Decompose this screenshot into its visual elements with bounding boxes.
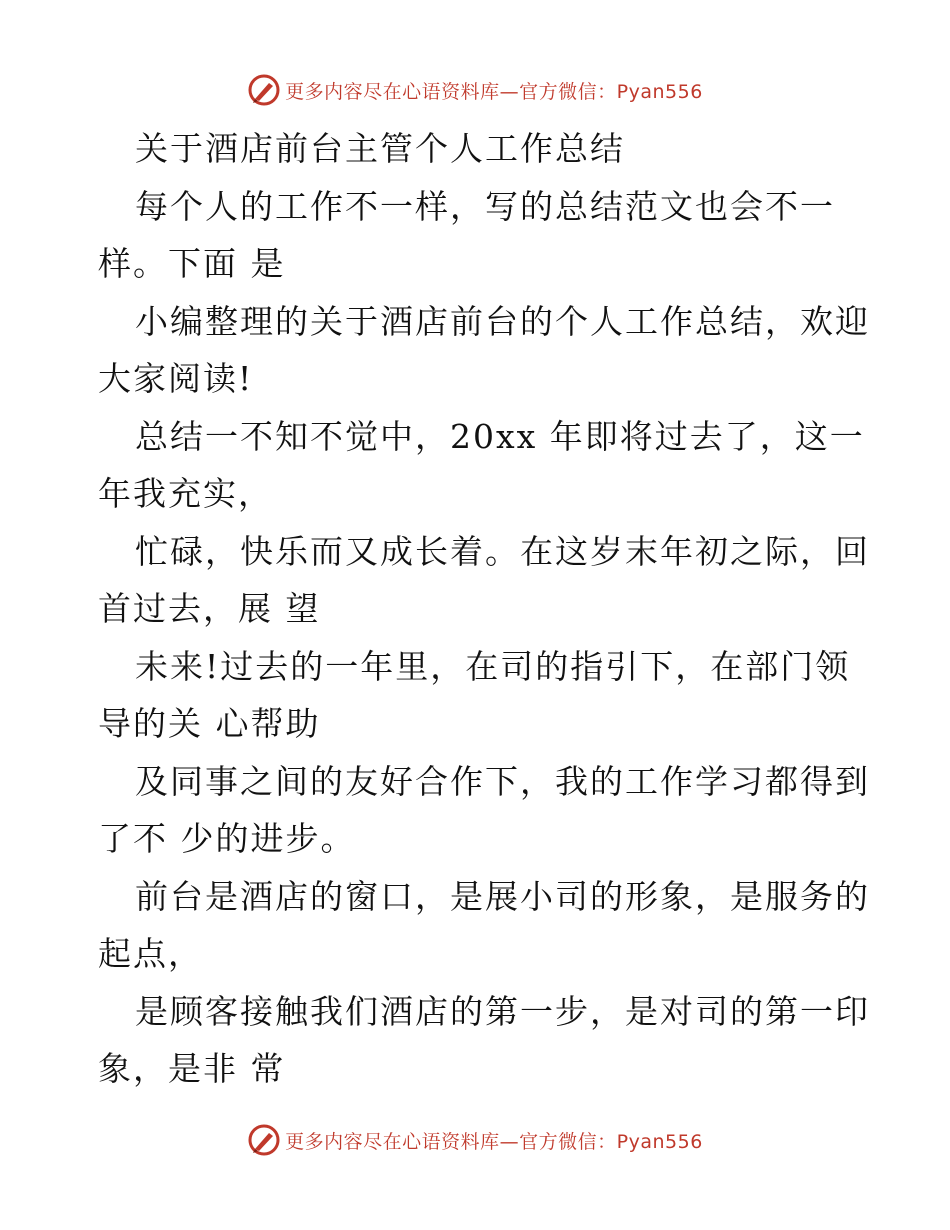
paragraph-line: 及同事之间的友好合作下，我的工作学习都得到: [135, 761, 870, 801]
paragraph-line: 每个人的工作不一样，写的总结范文也会不一: [135, 186, 835, 226]
paragraph-line: 未来!过去的一年里，在司的指引下，在部门领: [135, 646, 851, 686]
paragraph-line: 了不 少的进步。: [98, 819, 356, 858]
paragraph-line: 总结一不知不觉中，20xx 年即将过去了，这一: [135, 416, 865, 456]
paragraph-line: 年我充实，: [98, 474, 273, 513]
footer-banner: [0, 1120, 950, 1160]
paragraph-line: 忙碌，快乐而又成长着。在这岁末年初之际，回: [135, 531, 870, 571]
paragraph-line: 大家阅读!: [98, 359, 254, 398]
header-banner-text: 更多内容尽在心语资料库—官方微信：Pyan556: [285, 80, 703, 103]
document-title: 关于酒店前台主管个人工作总结: [135, 129, 625, 168]
paragraph-line: 首过去，展 望: [98, 589, 321, 628]
paragraph-line: 象，是非 常: [98, 1049, 286, 1088]
paragraph-line: 小编整理的关于酒店前台的个人工作总结，欢迎: [135, 301, 870, 341]
header-banner: [0, 70, 950, 110]
red-pen-logo-icon: [247, 1123, 281, 1157]
paragraph-line: 是顾客接触我们酒店的第一步，是对司的第一印: [135, 991, 870, 1031]
paragraph-line: 样。下面 是: [98, 244, 286, 283]
paragraph-line: 前台是酒店的窗口，是展小司的形象，是服务的: [135, 876, 870, 916]
paragraph-line: 起点，: [98, 934, 203, 973]
footer-banner-text: 更多内容尽在心语资料库—官方微信：Pyan556: [285, 1130, 703, 1153]
paragraph-line: 导的关 心帮助: [98, 704, 321, 743]
red-pen-logo-icon: [247, 73, 281, 107]
document-body: [98, 120, 870, 1098]
